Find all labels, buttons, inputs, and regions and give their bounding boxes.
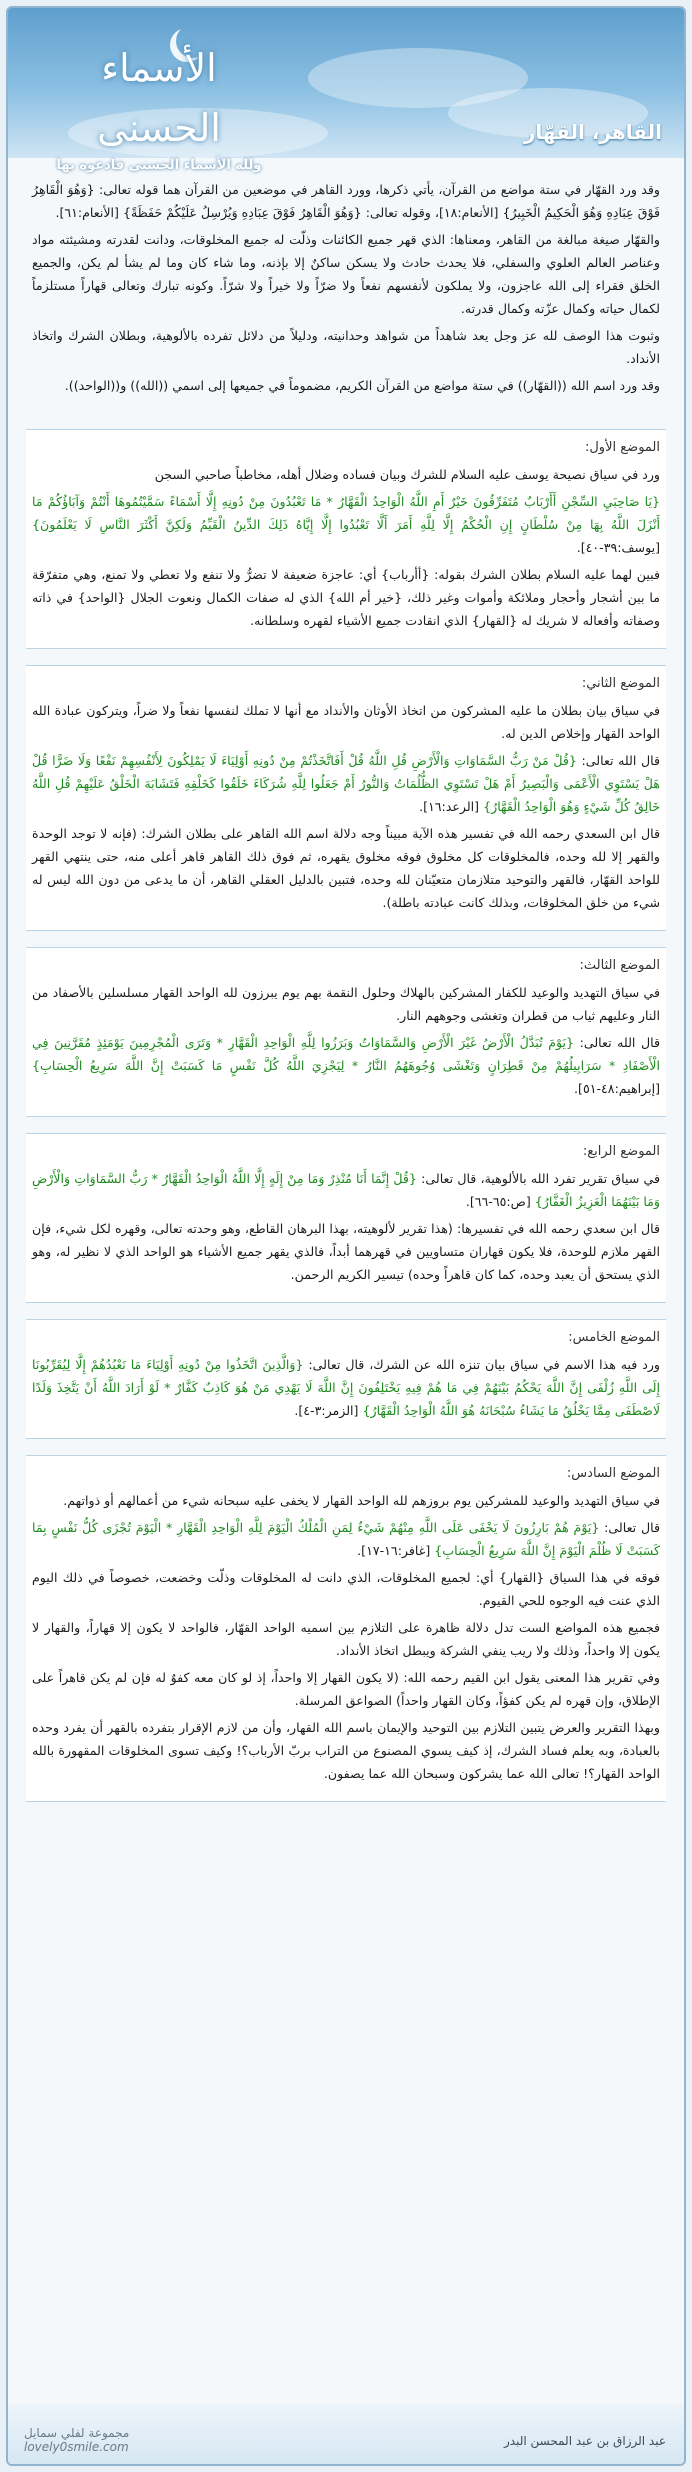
verse-reference: [الزمر:٣-٤]. [294,1403,359,1418]
verse-reference: [يوسف:٣٩-٤٠]. [576,540,660,555]
section-2-paragraph-3: قال ابن السعدي رحمه الله في تفسير هذه الآية مبيناً وجه دلالة اسم الله القاهر على بطلان الشرك: (فإنه لا توجد الوحدة والقهر إلا لله وحده، فالمخلوقات كل مخلوق فوقه مخلوق يقهره، ثم فوق ذلك القاهر قاهر أعلى منه، حتى ينتهي القهر للواحد القهّار، فالقهر والتوحيد متلازمان متعيّنان لله وحده، فتبين بالدليل العقلي القاهر، أن ما يدعى من دون الله ليس له شيء من خلق المخلوقات، وبذلك كانت عبادته باطلة). [32,826,660,910]
verse-reference: [ص:٦٥-٦٦]. [465,1194,531,1209]
verse-text: {قُلْ إِنَّمَا أَنَا مُنْذِرٌ وَمَا مِنْ إِلَهٍ إِلَّا اللَّهُ الْوَاحِدُ الْقَهَّارُ * رَبُّ السَّمَاوَاتِ وَالْأَرْضِ وَمَا بَيْنَهُمَا الْعَزِيزُ الْغَفَّارُ} [32,1171,660,1209]
section-3-paragraph-1: في سياق التهديد والوعيد للكفار المشركين بالهلاك وحلول النقمة بهم يوم يبرزون لله الواحد القهار مسلسلين بالأصفاد من النار وعليهم ثياب من قطران وتغشى وجوههم النار. [32,985,660,1023]
section-6 [26,1455,666,1802]
section-6-paragraph-5: وفي تقرير هذا المعنى يقول ابن القيم رحمه الله: (لا يكون القهار إلا واحداً، إذ لو كان معه كفوٌ له فإن لم يكن قاهراً على الإطلاق، وإن قهره لم يكن كفؤاً، وكان القهار واحداً) الصواعق المرسلة. [32,1670,660,1708]
section-6-paragraph-4: فجميع هذه المواضع الست تدل دلالة ظاهرة على التلازم بين اسميه الواحد القهّار، فالواحد لا يكون إلا قهاراً، والقهار لا يكون إلا واحداً، وذلك ولا ريب ينفي الشركة ويبطل اتخاذ الأنداد. [32,1620,660,1658]
verse-text: {يَوْمَ تُبَدَّلُ الْأَرْضُ غَيْرَ الْأَرْضِ وَالسَّمَاوَاتُ وَبَرَزُوا لِلَّهِ الْوَاحِدِ الْقَهَّارِ * وَتَرَى الْمُجْرِمِينَ يَوْمَئِذٍ مُقَرَّنِينَ فِي الْأَصْفَادِ * سَرَابِيلُهُمْ مِنْ قَطِرَانٍ وَتَغْشَى وُجُوهَهُمُ النَّارُ * لِيَجْزِيَ اللَّهُ كُلَّ نَفْسٍ مَا كَسَبَتْ إِنَّ اللَّهَ سَرِيعُ الْحِسَابِ} [32,1035,660,1073]
section-2 [26,665,666,931]
section-1-verse [32,490,660,559]
logo-calligraphy: الأسماء الحسنى [97,46,221,150]
section-4 [26,1133,666,1303]
header-banner [8,8,684,173]
section-6-paragraph-3: فوقه في هذا السياق {القهار} أي: لجميع المخلوقات، الذي دانت له المخلوقات وذلّت وخضعت، خصوصاً في ذلك اليوم الذي عنت فيه الوجوه للحي القيوم. [32,1570,660,1608]
author-name: عبد الرزاق بن عبد المحسن البدر [504,2434,666,2448]
logo [48,38,270,173]
section-1-paragraph-2: فبين لهما عليه السلام بطلان الشرك بقوله: {أأرباب} أي: عاجزة ضعيفة لا تضرُّ ولا تنفع ولا تعطي ولا تمنع، وهي متفرّقة ما بين أشجار وأحجار وملائكة وأموات وغير ذلك، {خير أم الله} الذي له صفات الكمال ونعوت الجلال {الواحد} في ذاته وصفاته وأفعاله لا شريك له {القهار} الذي انقادت جميع الأشياء لقهره وسلطانه. [32,567,660,628]
section-4-heading: الموضع الرابع: [582,1144,660,1159]
section-5 [26,1319,666,1439]
verse-reference: [إبراهيم:٤٨-٥١]. [574,1081,660,1096]
verse-reference: [غافر:١٦-١٧]. [357,1543,431,1558]
verse-intro: في سياق تقرير تفرد الله بالألوهية، قال تعالى: [421,1171,660,1186]
verse-intro: قال تعالى: [604,1520,660,1535]
verse-text: {وَالَّذِينَ اتَّخَذُوا مِنْ دُونِهِ أَوْلِيَاءَ مَا نَعْبُدُهُمْ إِلَّا لِيُقَرِّبُونَا إِلَى اللَّهِ زُلْفَى إِنَّ اللَّهَ يَحْكُمُ بَيْنَهُمْ فِي مَا هُمْ فِيهِ يَخْتَلِفُونَ إِنَّ اللَّهَ لَا يَهْدِي مَنْ هُوَ كَاذِبٌ كَفَّارٌ * لَوْ أَرَادَ اللَّهُ أَنْ يَتَّخِذَ وَلَدًا لَاصْطَفَى مِمَّا يَخْلُقُ مَا يَشَاءُ سُبْحَانَهُ هُوَ اللَّهُ الْوَاحِدُ الْقَهَّارُ} [32,1357,660,1418]
section-1-heading: الموضع الأول: [584,440,660,455]
section-6-verse [32,1516,660,1562]
intro-paragraph-4: وقد ورد اسم الله ((القهّار)) في ستة مواضع من القرآن الكريم، مضموماً في جميعها إلى اسمي ((الله)) و((الواحد)). [64,378,660,393]
article-body [8,168,684,1818]
section-6-paragraph-6: وبهذا التقرير والعرض يتبين التلازم بين التوحيد والإيمان باسم الله القهار، وأن من لازم الإقرار بتفرده بالقهر أن يفرد وحده بالعبادة، وبه يعلم فساد الشرك، إذ كيف يسوي المصنوع من التراب بربّ الأرباب؟! وكيف تسوى المخلوقات المقهورة بالله الواحد القهار؟! تعالى الله عما يشركون وسبحان الله عما يصفون. [32,1720,660,1781]
site-url[interactable]: lovely0smile.com [24,2440,129,2454]
intro-section [26,168,666,413]
page-frame [6,6,686,2466]
section-4-verse [32,1167,660,1213]
verse-intro: ورد فيه هذا الاسم في سياق بيان تنزه الله عن الشرك، قال تعالى: [308,1357,660,1372]
intro-paragraph-1: وقد ورد القهّار في ستة مواضع من القرآن، يأتي ذكرها، وورد القاهر في موضعين من القرآن هما قوله تعالى: {وَهُوَ الْقَاهِرُ فَوْقَ عِبَادِهِ وَهُوَ الْحَكِيمُ الْخَبِيرُ} [الأنعام:١٨]، وقوله تعالى: {وَهُوَ الْقَاهِرُ فَوْقَ عِبَادِهِ وَيُرْسِلُ عَلَيْكُمْ حَفَظَةً} [الأنعام:٦١]. [32,182,660,220]
site-watermark[interactable] [24,2426,129,2454]
verse-text: {يَوْمَ هُمْ بَارِزُونَ لَا يَخْفَى عَلَى اللَّهِ مِنْهُمْ شَيْءٌ لِمَنِ الْمُلْكُ الْيَوْمَ لِلَّهِ الْوَاحِدِ الْقَهَّارِ * الْيَوْمَ تُجْزَى كُلُّ نَفْسٍ بِمَا كَسَبَتْ لَا ظُلْمَ الْيَوْمَ إِنَّ اللَّهَ سَرِيعُ الْحِسَابِ} [32,1520,660,1558]
intro-paragraph-3: وثبوت هذا الوصف لله عز وجل يعد شاهداً من شواهد وحدانيته، ودليلاً من دلائل تفرده بالألوهية، وبطلان الشرك واتخاذ الأنداد. [32,328,660,366]
verse-intro: قال الله تعالى: [581,753,660,768]
footer [8,2404,684,2464]
section-6-paragraph-1: في سياق التهديد والوعيد للمشركين يوم بروزهم لله الواحد القهار لا يخفى عليه سبحانه شيء من أعمالهم أو ذواتهم. [63,1493,660,1508]
section-2-paragraph-1: في سياق بيان بطلان ما عليه المشركون من اتخاذ الأوثان والأنداد مع أنها لا تملك لنفسها نفعاً ولا ضراً، ويتركون عبادة الله الواحد القهار وإخلاص الدين له. [32,703,660,741]
section-1 [26,429,666,649]
section-5-heading: الموضع الخامس: [568,1330,660,1345]
section-6-heading: الموضع السادس: [566,1466,660,1481]
verse-text: {قُلْ مَنْ رَبُّ السَّمَاوَاتِ وَالْأَرْضِ قُلِ اللَّهُ قُلْ أَفَاتَّخَذْتُمْ مِنْ دُونِهِ أَوْلِيَاءَ لَا يَمْلِكُونَ لِأَنْفُسِهِمْ نَفْعًا وَلَا ضَرًّا قُلْ هَلْ يَسْتَوِي الْأَعْمَى وَالْبَصِيرُ أَمْ هَلْ تَسْتَوِي الظُّلُمَاتُ وَالنُّورُ أَمْ جَعَلُوا لِلَّهِ شُرَكَاءَ خَلَقُوا كَخَلْقِهِ فَتَشَابَهَ الْخَلْقُ عَلَيْهِمْ قُلِ اللَّهُ خَالِقُ كُلِّ شَيْءٍ وَهُوَ الْوَاحِدُ الْقَهَّارُ} [32,753,660,814]
section-3 [26,947,666,1117]
section-3-heading: الموضع الثالث: [579,958,660,973]
verse-reference: [الرعد:١٦]. [419,799,480,814]
section-1-paragraph-1: ورد في سياق نصيحة يوسف عليه السلام للشرك وبيان فساده وضلال أهله، مخاطباً صاحبي السجن [154,467,660,482]
verse-intro: قال الله تعالى: [579,1035,660,1050]
section-2-verse [32,749,660,818]
section-4-paragraph-2: قال ابن سعدي رحمه الله في تفسيرها: (هذا تقرير لألوهيته، بهذا البرهان القاطع، وهو وحدته تعالى، وقهره لكل شيء، فإن القهر ملازم للوحدة، فلا يكون قهاران متساويين في قهرهما أبداً، فالذي يقهر جميع الأشياء هو الواحد الذي لا نظير له، وهو الذي يستحق أن يعبد وحده، كما كان قاهراً وحده) تيسير الكريم الرحمن. [32,1221,660,1282]
intro-paragraph-2: والقهّار صيغة مبالغة من القاهر، ومعناها: الذي قهر جميع الكائنات وذلّت له جميع المخلوقات، ودانت لقدرته ومشيئته مواد وعناصر العالم العلوي والسفلي، فلا يحدث حادث ولا يسكن ساكنٌ إلا بإذنه، وما شاء كان وما لم يشأ لم يكن، والجميع الخلق فقراء إلى الله عاجزون، ولا يملكون لأنفسهم نفعاً ولا ضرّاً ولا خيراً ولا شرّاً. وكونه تبارك وتعالى قهاراً مستلزماً لكمال حياته وكمال عزّته وكمال قدرته. [32,232,660,316]
section-2-heading: الموضع الثاني: [581,676,660,691]
logo-slogan: ولله الأسماء الحسنى فادعوه بها [56,158,262,173]
section-5-verse [32,1353,660,1422]
section-3-verse [32,1031,660,1100]
page-title: القاهر، القهّار [523,120,662,144]
site-name-arabic: مجموعة لفلي سمايل [24,2426,130,2440]
verse-text: {يَا صَاحِبَيِ السِّجْنِ أَأَرْبَابٌ مُتَفَرِّقُونَ خَيْرٌ أَمِ اللَّهُ الْوَاحِدُ الْقَهَّارُ * مَا تَعْبُدُونَ مِنْ دُونِهِ إِلَّا أَسْمَاءً سَمَّيْتُمُوهَا أَنْتُمْ وَآبَاؤُكُمْ مَا أَنْزَلَ اللَّهُ بِهَا مِنْ سُلْطَانٍ إِنِ الْحُكْمُ إِلَّا لِلَّهِ أَمَرَ أَلَّا تَعْبُدُوا إِلَّا إِيَّاهُ ذَلِكَ الدِّينُ الْقَيِّمُ وَلَكِنَّ أَكْثَرَ النَّاسِ لَا يَعْلَمُونَ} [32,494,660,532]
